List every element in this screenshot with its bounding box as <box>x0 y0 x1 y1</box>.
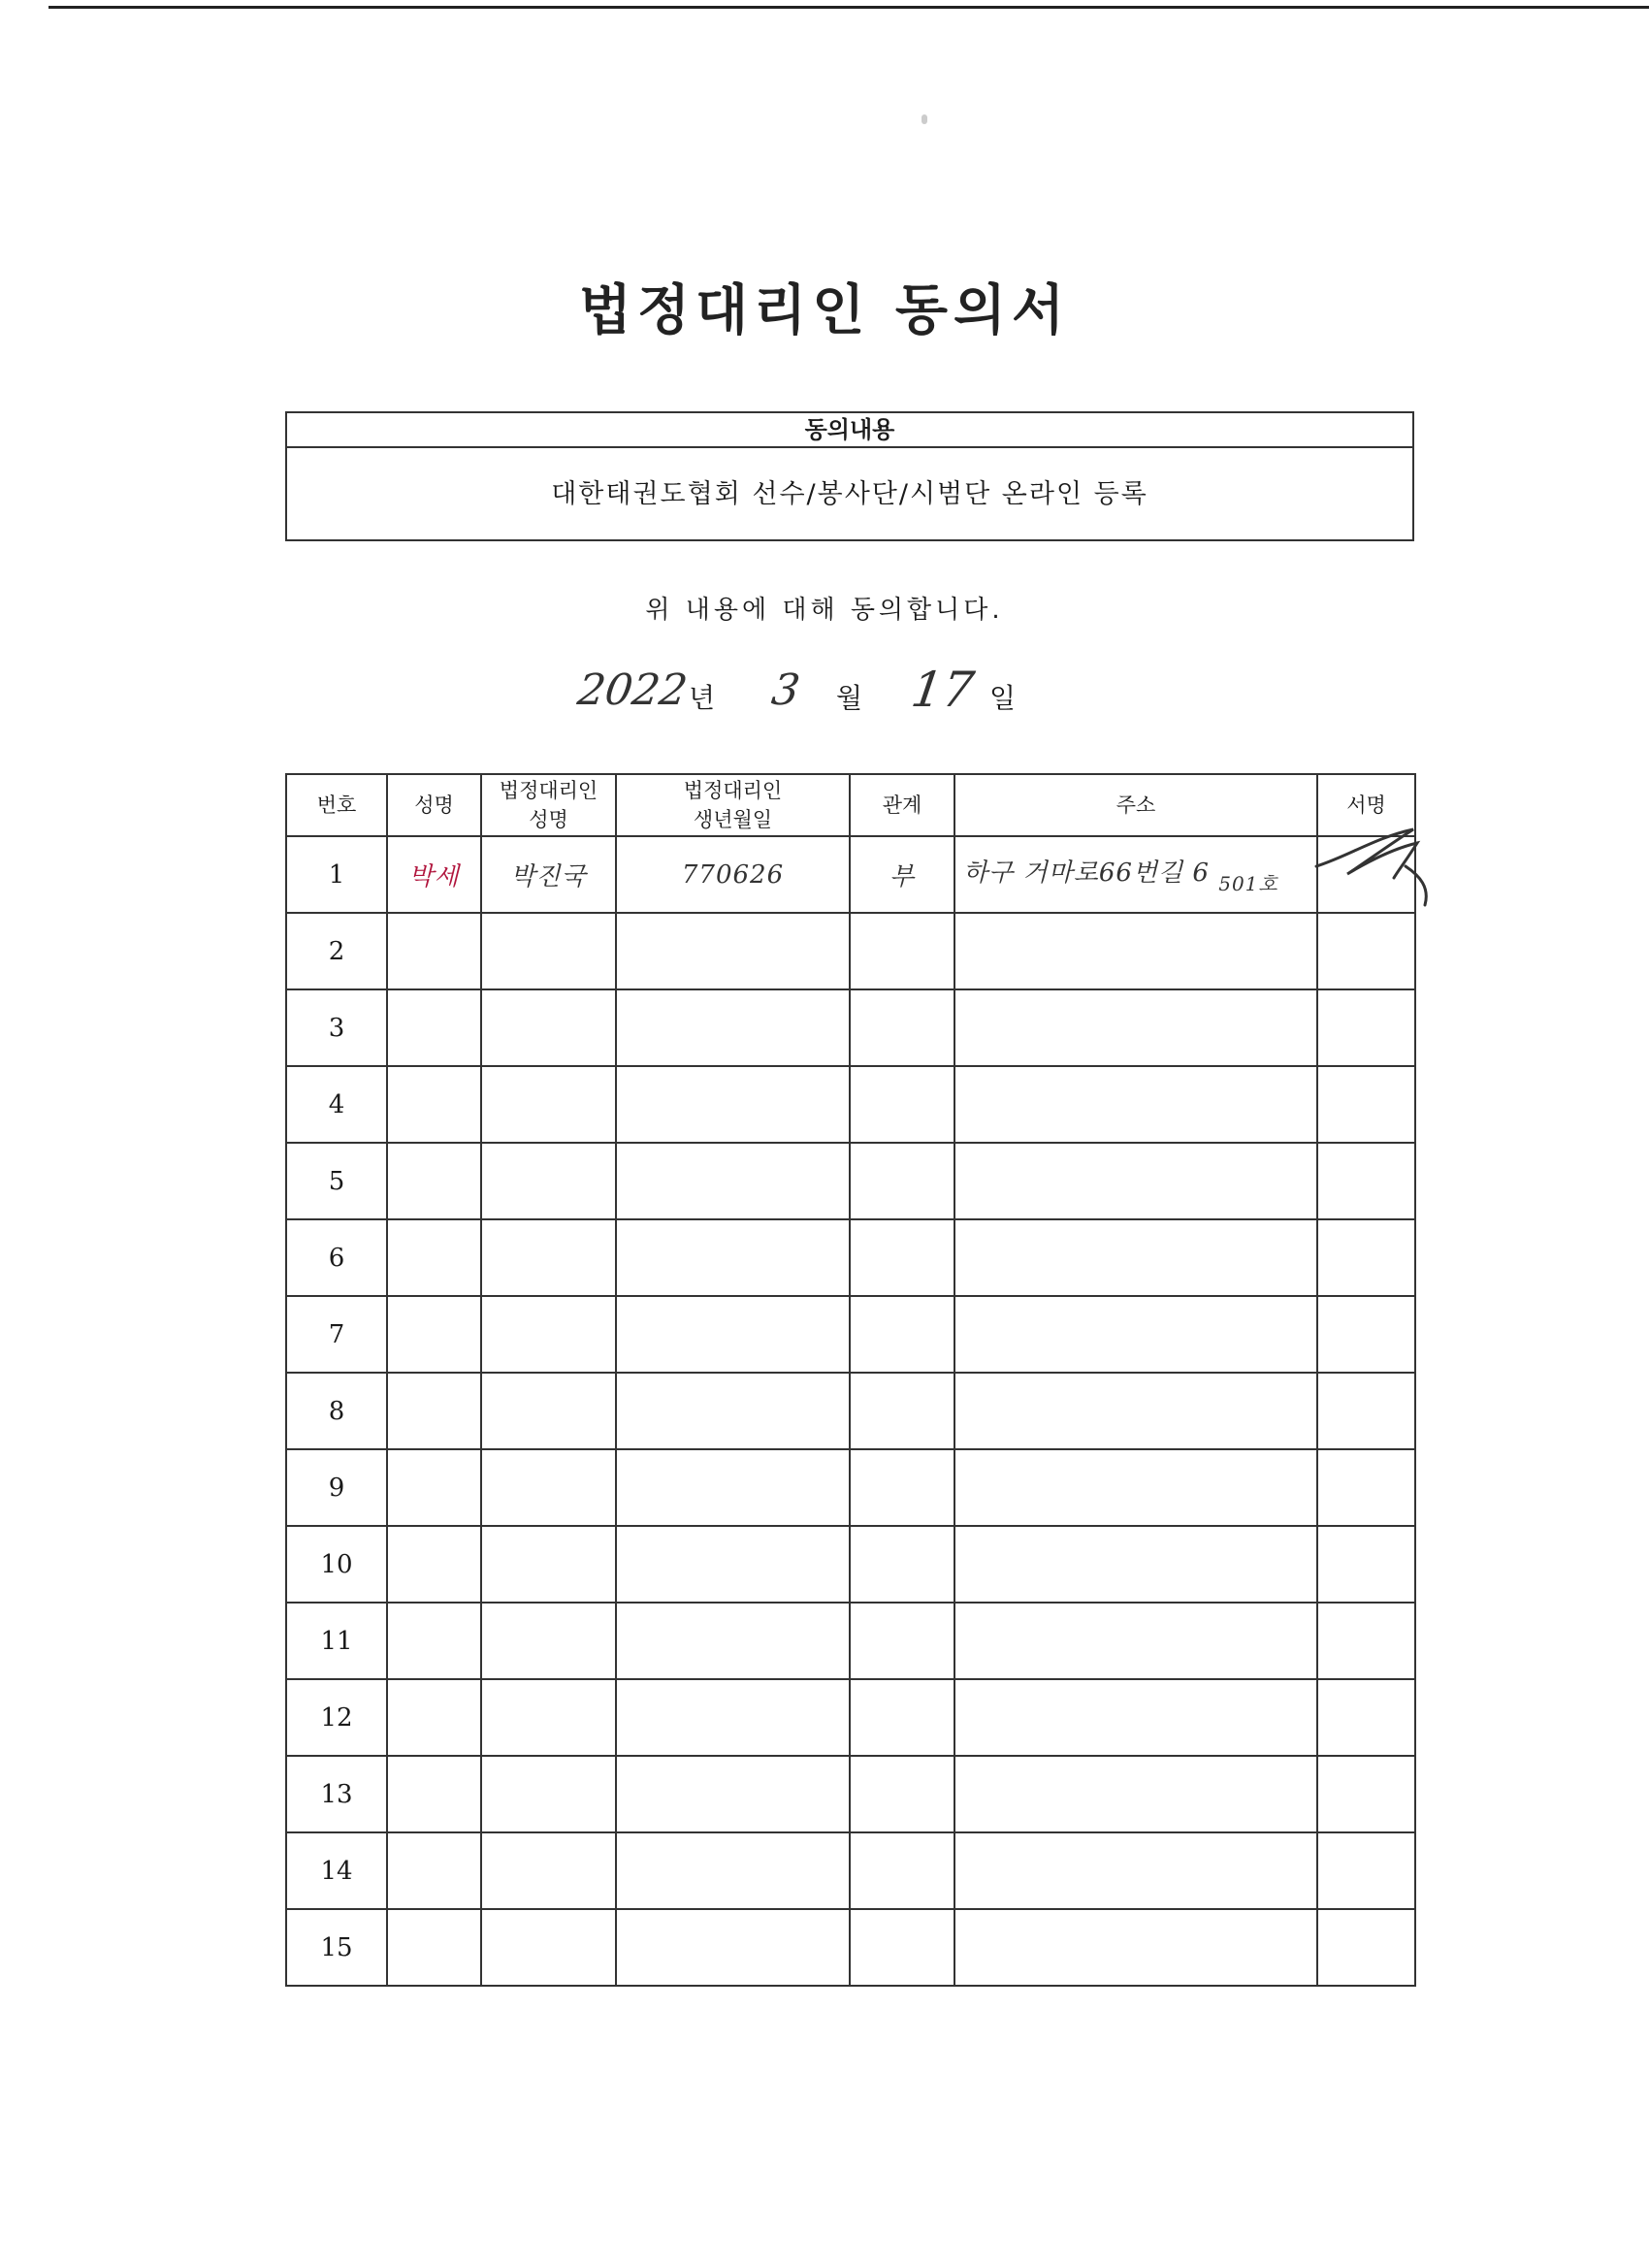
cell <box>1317 1373 1415 1449</box>
cell <box>850 1526 954 1603</box>
table-row <box>286 1219 1415 1296</box>
cell <box>850 1066 954 1143</box>
cell <box>481 1756 616 1832</box>
cell <box>954 1219 1317 1296</box>
header-signature: 서명 <box>1317 774 1415 836</box>
cell <box>1317 1679 1415 1756</box>
cell <box>616 1143 850 1219</box>
table-row <box>286 1909 1415 1986</box>
cell <box>616 1219 850 1296</box>
cell <box>1317 1909 1415 1986</box>
cell <box>481 1373 616 1449</box>
row-no: 1 <box>286 836 387 913</box>
cell <box>1317 1143 1415 1219</box>
header-guardian-name <box>481 774 616 836</box>
consent-box <box>285 411 1414 541</box>
cell <box>616 913 850 989</box>
date-day-handwritten: 17 <box>907 662 978 718</box>
cell <box>954 1756 1317 1832</box>
cell <box>1317 1526 1415 1603</box>
row-no: 12 <box>286 1679 387 1756</box>
cell <box>954 1066 1317 1143</box>
header-guardian-birth-line1: 법정대리인 <box>683 779 783 802</box>
table-row <box>286 1832 1415 1909</box>
cell <box>616 1832 850 1909</box>
date-month-handwritten: 3 <box>768 665 803 715</box>
header-relation: 관계 <box>850 774 954 836</box>
cell <box>1317 1603 1415 1679</box>
agreement-statement: 위 내용에 대해 동의합니다. <box>645 596 1004 625</box>
cell <box>850 1756 954 1832</box>
table-row <box>286 1603 1415 1679</box>
cell <box>387 1296 481 1373</box>
row-guardian-birth-handwritten: 770626 <box>616 836 850 913</box>
cell <box>954 1143 1317 1219</box>
consent-header: 동의내용 <box>287 413 1412 448</box>
cell <box>616 1679 850 1756</box>
cell <box>481 1526 616 1603</box>
header-guardian-birth-line2: 생년월일 <box>693 808 773 831</box>
cell <box>387 1066 481 1143</box>
date-day-label: 일 <box>989 682 1017 714</box>
cell <box>1317 989 1415 1066</box>
cell <box>616 1526 850 1603</box>
row-no: 2 <box>286 913 387 989</box>
row-name-handwritten <box>387 836 481 913</box>
cell <box>850 989 954 1066</box>
row-no: 7 <box>286 1296 387 1373</box>
row-no: 11 <box>286 1603 387 1679</box>
cell <box>387 913 481 989</box>
cell <box>1317 1066 1415 1143</box>
cell <box>616 1296 850 1373</box>
cell <box>481 1679 616 1756</box>
cell <box>1317 1832 1415 1909</box>
table-row <box>286 1756 1415 1832</box>
cell <box>481 1909 616 1986</box>
cell <box>616 1909 850 1986</box>
cell <box>954 1679 1317 1756</box>
table-row <box>286 836 1415 913</box>
cell <box>481 1219 616 1296</box>
header-guardian-name-line2: 성명 <box>529 808 568 831</box>
table-row <box>286 1679 1415 1756</box>
cell <box>481 913 616 989</box>
cell <box>481 1143 616 1219</box>
cell <box>387 1373 481 1449</box>
cell <box>481 1296 616 1373</box>
cell <box>616 989 850 1066</box>
cell <box>954 1909 1317 1986</box>
row-no: 9 <box>286 1449 387 1526</box>
cell <box>850 1909 954 1986</box>
cell <box>387 989 481 1066</box>
header-no: 번호 <box>286 774 387 836</box>
cell <box>1317 1219 1415 1296</box>
date-month-label: 월 <box>836 682 863 714</box>
cell <box>850 1143 954 1219</box>
cell <box>850 1603 954 1679</box>
cell <box>387 1909 481 1986</box>
cell <box>850 1679 954 1756</box>
cell <box>850 1296 954 1373</box>
cell <box>850 1219 954 1296</box>
cell <box>850 1832 954 1909</box>
cell <box>387 1449 481 1526</box>
cell <box>954 1296 1317 1373</box>
cell <box>481 1832 616 1909</box>
cell <box>616 1603 850 1679</box>
cell <box>850 1373 954 1449</box>
table-row <box>286 989 1415 1066</box>
cell <box>387 1603 481 1679</box>
cell <box>481 1603 616 1679</box>
top-scan-edge <box>48 6 1649 9</box>
header-guardian-name-line1: 법정대리인 <box>499 779 598 802</box>
cell <box>850 913 954 989</box>
consent-body: 대한태권도협회 선수/봉사단/시범단 온라인 등록 <box>551 479 1148 509</box>
row-no: 5 <box>286 1143 387 1219</box>
cell <box>616 1756 850 1832</box>
cell <box>481 1066 616 1143</box>
cell <box>954 1373 1317 1449</box>
cell <box>387 1756 481 1832</box>
cell <box>954 913 1317 989</box>
row-address-unit: 501호 <box>1218 872 1278 895</box>
row-address-handwritten <box>954 836 1317 913</box>
cell <box>954 1832 1317 1909</box>
row-no: 10 <box>286 1526 387 1603</box>
date-year-label: 년 <box>689 682 716 714</box>
table-row <box>286 913 1415 989</box>
header-guardian-birth <box>616 774 850 836</box>
cell <box>616 1449 850 1526</box>
cell <box>1317 1756 1415 1832</box>
cell <box>387 1219 481 1296</box>
table-row <box>286 1373 1415 1449</box>
table-row <box>286 1449 1415 1526</box>
guardian-table <box>285 773 1416 1987</box>
cell <box>954 1449 1317 1526</box>
cell <box>387 1832 481 1909</box>
row-address-text: 하구 거마로66번길 6 <box>963 859 1210 888</box>
cell <box>954 1603 1317 1679</box>
table-row <box>286 1066 1415 1143</box>
table-header-row <box>286 774 1415 836</box>
cell <box>387 1143 481 1219</box>
cell <box>387 1526 481 1603</box>
row-no: 6 <box>286 1219 387 1296</box>
cell <box>616 1373 850 1449</box>
cell <box>1317 1449 1415 1526</box>
scan-speck <box>922 114 927 124</box>
date-row <box>0 662 1649 718</box>
handwritten-signature-icon <box>1309 818 1444 924</box>
row-no: 8 <box>286 1373 387 1449</box>
cell <box>616 1066 850 1143</box>
row-no: 4 <box>286 1066 387 1143</box>
row-no: 13 <box>286 1756 387 1832</box>
header-address: 주소 <box>954 774 1317 836</box>
table-row <box>286 1143 1415 1219</box>
document-title: 법정대리인 동의서 <box>578 279 1071 342</box>
cell <box>1317 1296 1415 1373</box>
row-guardian-name-handwritten: 박진국 <box>481 836 616 913</box>
date-year-handwritten: 2022 <box>574 665 691 715</box>
row-no: 14 <box>286 1832 387 1909</box>
cell <box>481 1449 616 1526</box>
header-name: 성명 <box>387 774 481 836</box>
cell <box>954 989 1317 1066</box>
row-no: 15 <box>286 1909 387 1986</box>
row-relation-handwritten: 부 <box>850 836 954 913</box>
table-row <box>286 1526 1415 1603</box>
cell <box>481 989 616 1066</box>
cell <box>387 1679 481 1756</box>
row-signature <box>1317 836 1415 913</box>
table-row <box>286 1296 1415 1373</box>
row-no: 3 <box>286 989 387 1066</box>
cell <box>850 1449 954 1526</box>
row-name-text: 박세 <box>408 862 460 891</box>
cell <box>954 1526 1317 1603</box>
